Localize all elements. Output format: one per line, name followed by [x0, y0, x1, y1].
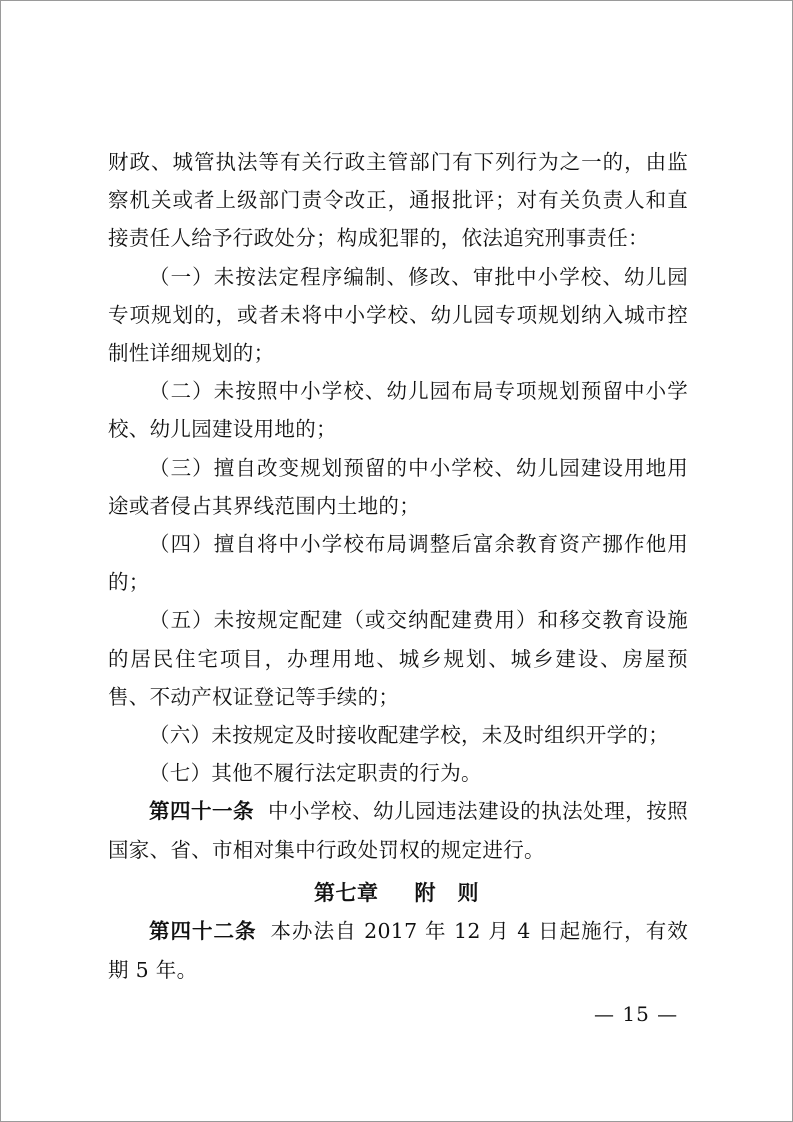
article-42 [108, 912, 688, 989]
article-41 [108, 792, 688, 868]
list-item-1: （一）未按法定程序编制、修改、审批中小学校、幼儿园专项规划的，或者未将中小学校、幼儿园专项规划纳入城市控制性详细规划的； [108, 264, 688, 366]
article-42-text: 本办法自 2017 年 12 月 4 日起施行，有效期 5 年。 [108, 919, 688, 982]
list-item-5: （五）未按规定配建（或交纳配建费用）和移交教育设施的居民住宅项目，办理用地、城乡规划、城乡建设、房屋预售、不动产权证登记等手续的； [108, 608, 688, 709]
page-number: — 15 — [594, 1002, 679, 1026]
chapter-number: 第七章 [314, 880, 379, 905]
article-41-label: 第四十一条 [149, 799, 255, 824]
final-article-block [108, 912, 688, 989]
list-item-6: （六）未按规定及时接收配建学校，未及时组织开学的； [149, 723, 669, 748]
list-item-3: （三）擅自改变规划预留的中小学校、幼儿园建设用地用途或者侵占其界线范围内土地的； [108, 455, 688, 518]
intro-paragraph: 财政、城管执法等有关行政主管部门有下列行为之一的，由监察机关或者上级部门责令改正，通报批评；对有关负责人和直接责任人给予行政处分；构成犯罪的，依法追究刑事责任： [108, 150, 688, 251]
body-text [108, 143, 688, 869]
list-item-7: （七）其他不履行法定职责的行为。 [149, 761, 482, 786]
article-41-text: 中小学校、幼儿园违法建设的执法处理，按照国家、省、市相对集中行政处罚权的规定进行。 [108, 799, 689, 862]
chapter-title [0, 877, 793, 907]
list-item-2: （二）未按照中小学校、幼儿园布局专项规划预留中小学校、幼儿园建设用地的； [108, 379, 688, 442]
list-item-4: （四）擅自将中小学校布局调整后富余教育资产挪作他用的； [108, 532, 688, 595]
chapter-name: 附 则 [414, 880, 479, 905]
article-42-label: 第四十二条 [149, 919, 257, 943]
